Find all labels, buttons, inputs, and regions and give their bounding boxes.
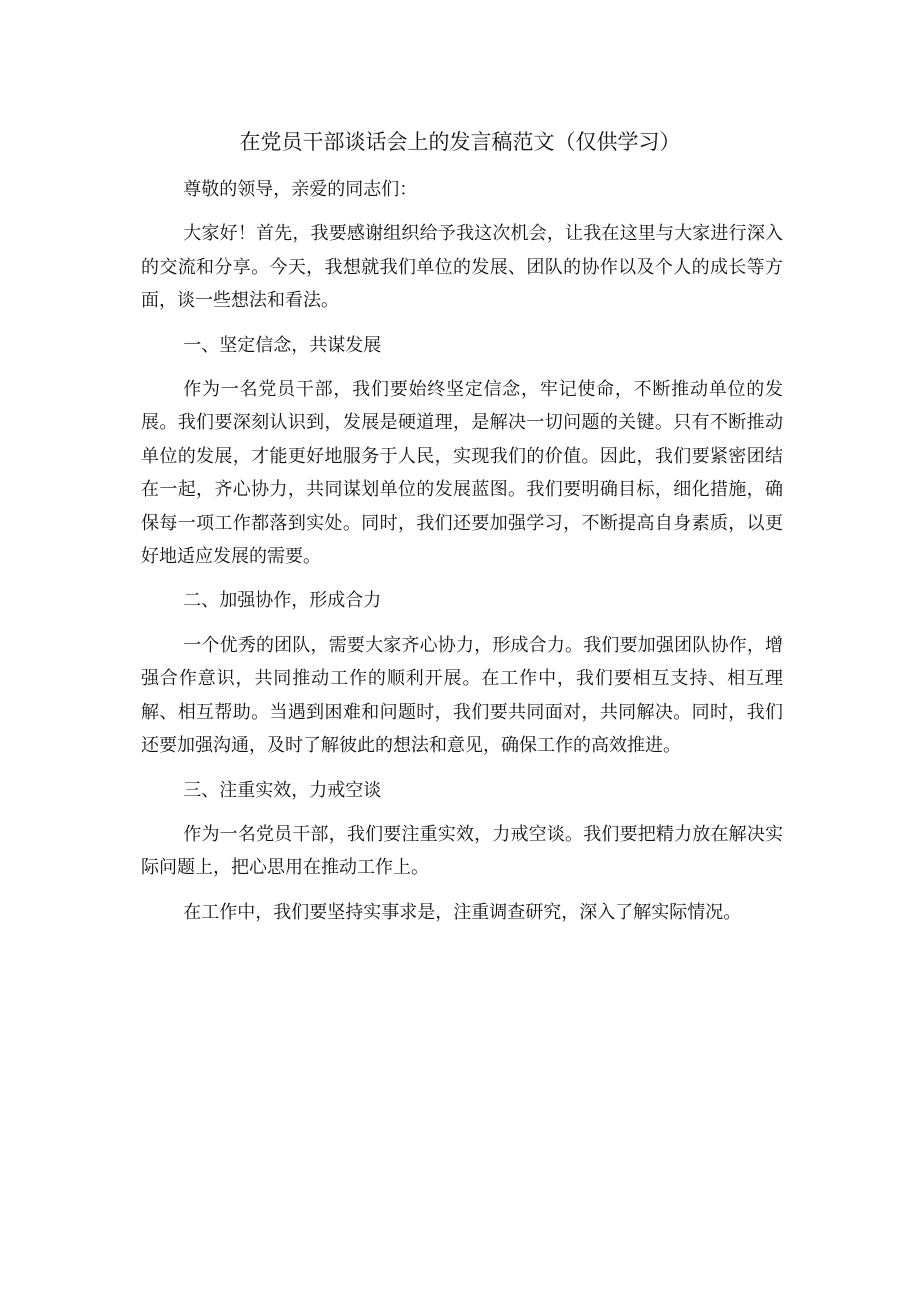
- section-3-paragraph-2: 在工作中，我们要坚持实事求是，注重调查研究，深入了解实际情况。: [183, 901, 742, 923]
- section-3-paragraph-1: 作为一名党员干部，我们要注重实效，力戒空谈。我们要把精力放在解决实际问题上，把心思用在推动工作上。: [141, 823, 783, 879]
- section-2-paragraph: 一个优秀的团队，需要大家齐心协力，形成合力。我们要加强团队协作，增强合作意识，共同推动工作的顺利开展。在工作中，我们要相互支持、相互理解、相互帮助。当遇到困难和问题时，我们要共同面对，共同解决。同时，我们还要加强沟通，及时了解彼此的想法和意见，确保工作的高效推进。: [141, 634, 783, 757]
- section-1-paragraph: 作为一名党员干部，我们要始终坚定信念，牢记使命，不断推动单位的发展。我们要深刻认识到，发展是硬道理，是解决一切问题的关键。只有不断推动单位的发展，才能更好地服务于人民，实现我们的价值。因此，我们要紧密团结在一起，齐心协力，共同谋划单位的发展蓝图。我们要明确目标，细化措施，确保每一项工作都落到实处。同时，我们还要加强学习，不断提高自身素质，以更好地适应发展的需要。: [141, 379, 783, 568]
- section-1-heading: 一、坚定信念，共谋发展: [183, 334, 382, 356]
- document-title: 在党员干部谈话会上的发言稿范文（仅供学习）: [239, 130, 681, 154]
- greeting: 尊敬的领导，亲爱的同志们：: [183, 179, 418, 200]
- document-body: [141, 173, 783, 940]
- intro-paragraph: 大家好！首先，我要感谢组织给予我这次机会，让我在这里与大家进行深入的交流和分享。今天，我想就我们单位的发展、团队的协作以及个人的成长等方面，谈一些想法和看法。: [141, 223, 783, 312]
- section-3-heading: 三、注重实效，力戒空谈: [183, 779, 382, 801]
- section-2-heading: 二、加强协作，形成合力: [183, 590, 382, 612]
